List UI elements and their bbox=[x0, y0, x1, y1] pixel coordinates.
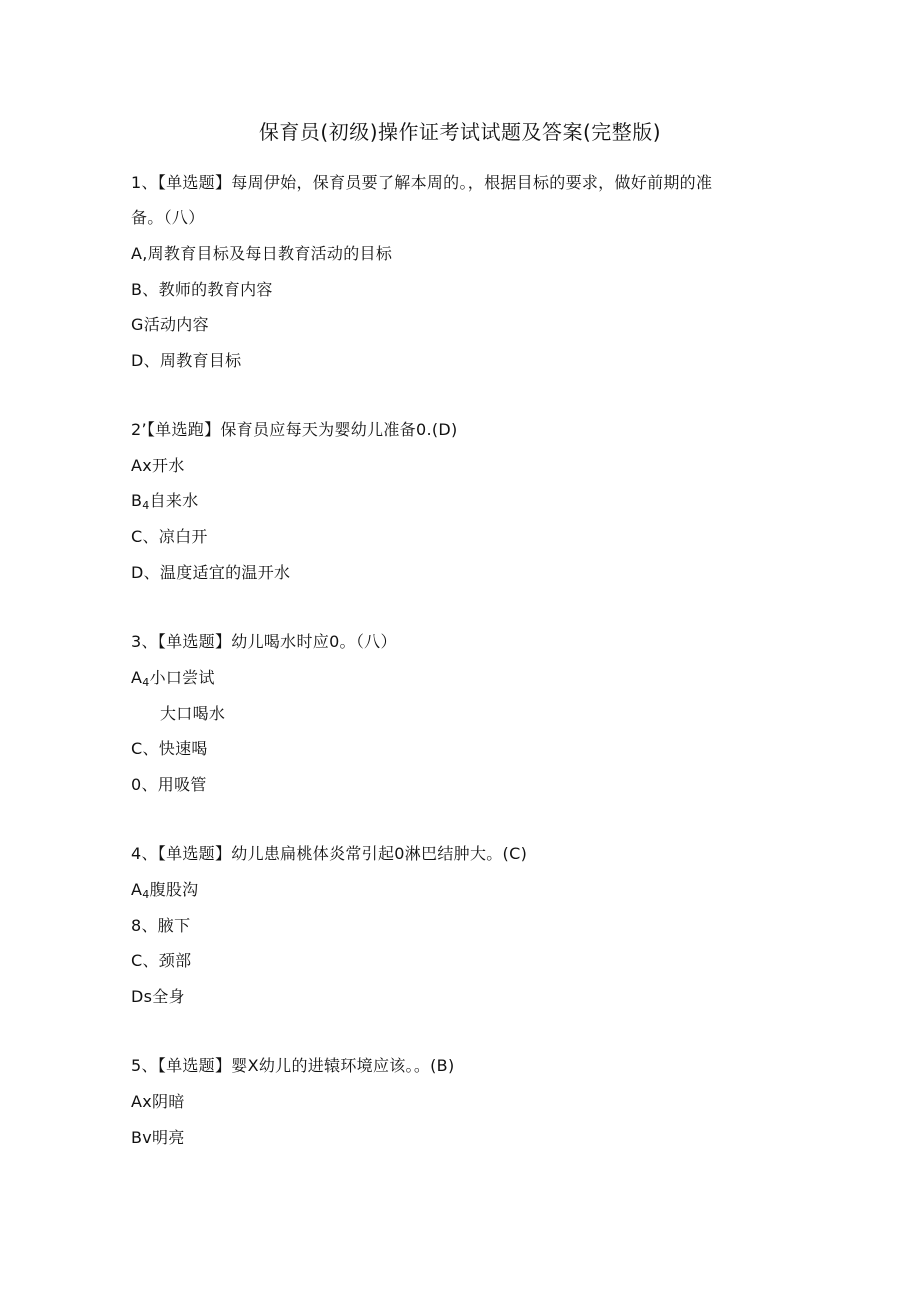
question-2-option-d: D、温度适宜的温开水 bbox=[131, 563, 291, 582]
question-2-stem: 2’【单选跑】保育员应每天为婴幼儿准备0.(D) bbox=[131, 420, 458, 439]
question-3-stem: 3、【单选题】幼儿喝水时应0。（八） bbox=[131, 632, 397, 651]
document-title: 保育员(初级)操作证考试试题及答案(完整版) bbox=[258, 120, 662, 144]
question-3-option-b: 大口喝水 bbox=[160, 704, 226, 723]
question-1-option-d: D、周教育目标 bbox=[131, 351, 242, 370]
question-3-option-d: 0、用吸管 bbox=[131, 775, 207, 794]
question-1-option-c: G活动内容 bbox=[131, 315, 209, 334]
question-5-option-a: Ax阴暗 bbox=[131, 1092, 185, 1111]
question-1-option-a: A,周教育目标及每日教育活动的目标 bbox=[131, 244, 393, 263]
question-4-option-d: Ds全身 bbox=[131, 987, 185, 1006]
question-4-option-a: $A_4$腹股沟 bbox=[131, 880, 199, 901]
question-2-option-b: $B_4$自来水 bbox=[131, 491, 199, 512]
question-1-stem-line2: 备。（八） bbox=[131, 208, 205, 227]
question-4-stem: 4、【单选题】幼儿患扁桃体炎常引起0淋巴结肿大。(C) bbox=[131, 844, 528, 863]
question-4-option-b: 8、腋下 bbox=[131, 916, 191, 935]
question-2-option-a: Ax开水 bbox=[131, 456, 185, 475]
question-3-option-a: $A_4$小口尝试 bbox=[131, 668, 215, 689]
question-3-option-c: C、快速喝 bbox=[131, 739, 208, 758]
question-4-option-c: C、颈部 bbox=[131, 951, 192, 970]
question-5-stem: 5、【单选题】婴X幼儿的进辕环境应该。。(B) bbox=[131, 1056, 455, 1075]
question-5-option-b: Bv明亮 bbox=[131, 1128, 185, 1147]
question-1-option-b: B、教师的教育内容 bbox=[131, 280, 273, 299]
question-1-stem-line1: 1、【单选题】每周伊始，保育员要了解本周的。，根据目标的要求，做好前期的准 bbox=[131, 173, 713, 192]
question-2-option-c: C、凉白开 bbox=[131, 527, 208, 546]
